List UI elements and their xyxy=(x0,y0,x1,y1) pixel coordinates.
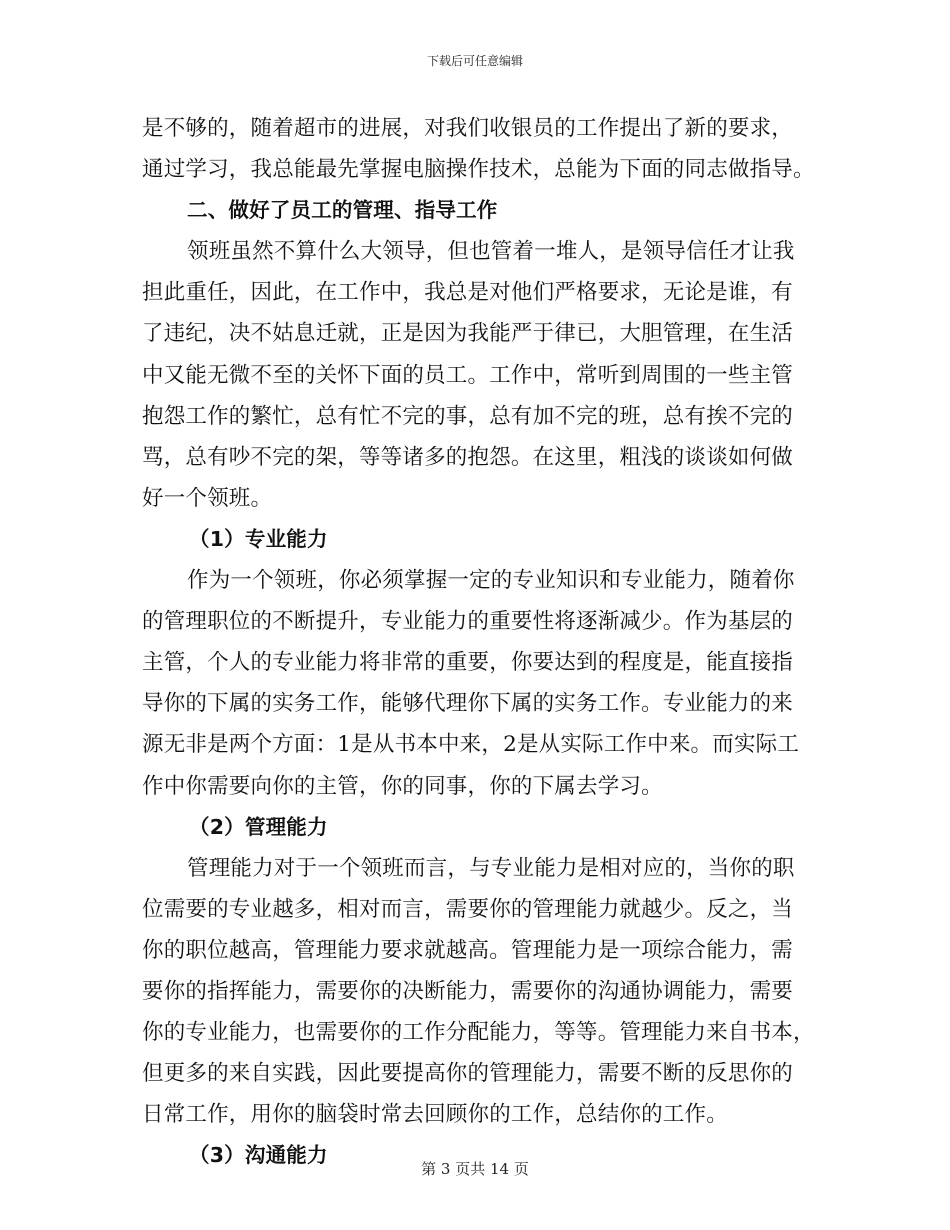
subsection-heading: （2）管理能力 xyxy=(189,814,328,839)
paragraph-line: 主管，个人的专业能力将非常的重要，你要达到的程度是，能直接指 xyxy=(142,650,794,676)
paragraph-line: 了违纪，决不姑息迁就，正是因为我能严于律已，大胆管理，在生活 xyxy=(142,321,794,347)
paragraph-line: 的管理职位的不断提升，专业能力的重要性将逐渐减少。作为基层的 xyxy=(142,609,794,635)
paragraph-line: 通过学习，我总能最先掌握电脑操作技术，总能为下面的同志做指导。 xyxy=(142,157,815,183)
subsection-heading: （1）专业能力 xyxy=(189,526,328,551)
paragraph-line: 中又能无微不至的关怀下面的员工。工作中，常听到周围的一些主管 xyxy=(142,362,794,388)
paragraph-line: 位需要的专业越多，相对而言，需要你的管理能力就越少。反之，当 xyxy=(142,896,794,922)
document-body xyxy=(142,108,815,1176)
page-header: 下载后可任意编辑 xyxy=(426,54,523,68)
paragraph-line: 作为一个领班，你必须掌握一定的专业知识和专业能力，随着你 xyxy=(187,568,795,594)
section-heading: 二、做好了员工的管理、指导工作 xyxy=(187,198,498,223)
paragraph-line: 但更多的来自实践，因此要提高你的管理能力，需要不断的反思你的 xyxy=(142,1061,794,1087)
paragraph-line: 管理能力对于一个领班而言，与专业能力是相对应的，当你的职 xyxy=(187,855,795,881)
paragraph-line: 源无非是两个方面：1是从书本中来，2是从实际工作中来。而实际工 xyxy=(142,732,800,758)
paragraph-line: 导你的下属的实务工作，能够代理你下属的实务工作。专业能力的来 xyxy=(142,691,794,717)
paragraph-line: 日常工作，用你的脑袋时常去回顾你的工作，总结你的工作。 xyxy=(142,1102,728,1128)
paragraph-line: 骂，总有吵不完的架，等等诸多的抱怨。在这里，粗浅的谈谈如何做 xyxy=(142,444,794,470)
paragraph-line: 领班虽然不算什么大领导，但也管着一堆人，是领导信任才让我 xyxy=(187,239,795,265)
page-footer: 第 3 页共 14 页 xyxy=(421,1160,529,1178)
paragraph-line: 你的专业能力，也需要你的工作分配能力，等等。管理能力来自书本， xyxy=(142,1020,815,1046)
paragraph-line: 好一个领班。 xyxy=(142,485,273,511)
paragraph-line: 是不够的，随着超市的进展，对我们收银员的工作提出了新的要求， xyxy=(142,116,794,141)
paragraph-line: 担此重任，因此，在工作中，我总是对他们严格要求，无论是谁，有 xyxy=(142,280,794,306)
paragraph-line: 你的职位越高，管理能力要求就越高。管理能力是一项综合能力，需 xyxy=(142,937,794,963)
paragraph-line: 作中你需要向你的主管，你的同事，你的下属去学习。 xyxy=(142,773,663,799)
paragraph-line: 抱怨工作的繁忙，总有忙不完的事，总有加不完的班，总有挨不完的 xyxy=(142,403,794,429)
subsection-heading: （3）沟通能力 xyxy=(189,1143,328,1168)
paragraph-line: 要你的指挥能力，需要你的决断能力，需要你的沟通协调能力，需要 xyxy=(142,978,794,1004)
